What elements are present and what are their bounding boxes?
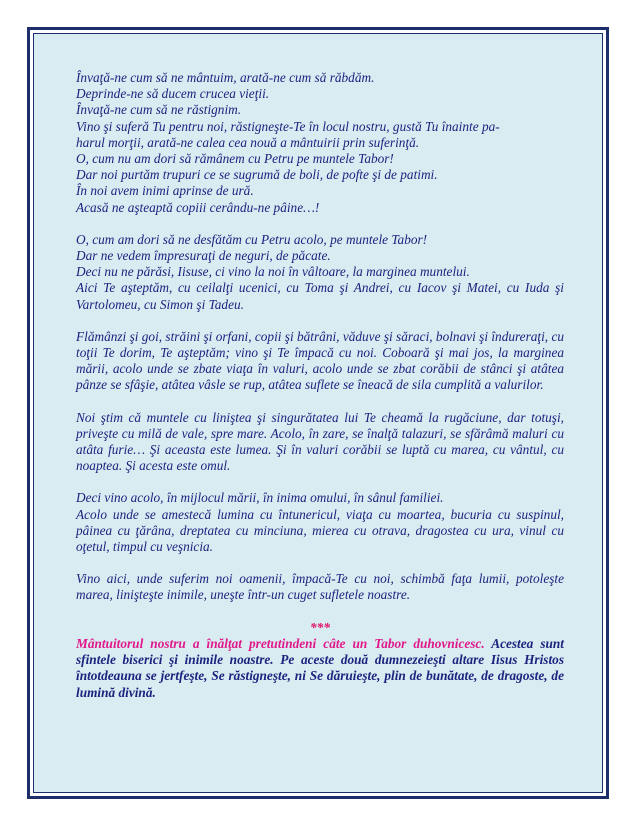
final-paragraph <box>76 636 564 701</box>
poem-line: O, cum am dori să ne desfătăm cu Petru acolo, pe muntele Tabor! <box>76 231 428 247</box>
paragraph-5 <box>76 490 564 555</box>
final-body-text: Acestea sunt sfintele biserici şi inimile noastre. Pe aceste două dumnezeieşti altare Iisus Hristos întotdeauna se jertfeşte, Se răstigneşte, ni Se dăruieşte, plin de bunătate, de dragoste, de lumină divină. <box>76 635 564 700</box>
poem-line: Deprinde-ne să ducem crucea vieţii. <box>76 86 270 102</box>
poem-line: Dar ne vedem împresuraţi de neguri, de păcate. <box>76 248 331 264</box>
separator-stars: *** <box>310 619 330 635</box>
final-highlight-text: Mântuitorul nostru a înălţat pretutindeni câte un Tabor duhovnicesc. <box>76 635 485 651</box>
poem-block-1 <box>76 70 564 216</box>
paragraph-3: Flămânzi şi goi, străini şi orfani, copii şi bătrâni, văduve şi săraci, bolnavi şi îndureraţi, cu toţii Te dorim, Te aşteptăm; vino şi Te împacă cu noi. Coboară şi mai jos, la marginea mării, acolo unde se zbate viaţa în valuri, acolo unde se zbat corăbii de stânci şi atâtea pânze se sfâşie, atâtea vâsle se rup, atâtea suflete se îneacă de sila cumplită a valurilor. <box>76 328 564 393</box>
poem-line: Vino şi suferă Tu pentru noi, răstigneşte-Te în locul nostru, gustă Tu înainte pa- <box>76 118 500 134</box>
poem-line: Acasă ne aşteaptă copiii cerându-ne pâine…! <box>76 199 320 215</box>
poem-block-2 <box>76 232 564 313</box>
poem-line: Învaţă-ne cum să ne mântuim, arată-ne cum să răbdăm. <box>76 70 375 85</box>
document-body <box>76 70 564 701</box>
poem-line: Dar noi purtăm trupuri ce se sugrumă de boli, de pofte şi de patimi. <box>76 167 438 183</box>
poem-line: Învaţă-ne cum să ne răstignim. <box>76 102 242 118</box>
poem-line: Deci nu ne părăsi, Iisuse, ci vino la noi în vâltoare, la marginea muntelui. <box>76 264 470 280</box>
paragraph-5-line-1: Deci vino acolo, în mijlocul mării, în inima omului, în sânul familiei. <box>76 490 444 506</box>
poem-line: harul morţii, arată-ne calea cea nouă a mântuirii prin suferinţă. <box>76 134 420 150</box>
poem-line: Aici Te aşteptăm, cu ceilalţi ucenici, cu Toma şi Andrei, cu Iacov şi Matei, cu Iuda şi Vartolomeu, cu Simon şi Tadeu. <box>76 280 564 312</box>
paragraph-5-rest: Acolo unde se amestecă lumina cu întunericul, viaţa cu moartea, bucuria cu suspinul, pâinea cu ţărâna, dreptatea cu minciuna, mierea cu otrava, dragostea cu ura, vinul cu oţetul, timpul cu veşnicia. <box>76 506 564 555</box>
poem-line: O, cum nu am dori să rămânem cu Petru pe muntele Tabor! <box>76 151 394 167</box>
poem-line: În noi avem inimi aprinse de ură. <box>76 183 254 199</box>
paragraph-4: Noi ştim că muntele cu liniştea şi singurătatea lui Te cheamă la rugăciune, dar totuşi, priveşte cu milă de vale, spre mare. Acolo, în zare, se înalţă talazuri, se sfărâmă maluri cu atâta furie… Şi aceasta este lumea. Şi în valuri corăbii se luptă cu marea, cu vântul, cu noaptea. Şi acesta este omul. <box>76 409 564 474</box>
paragraph-6: Vino aici, unde suferim noi oamenii, împacă-Te cu noi, schimbă faţa lumii, potoleşte marea, linişteşte inimile, uneşte într-un cuget sufletele noastre. <box>76 571 564 603</box>
